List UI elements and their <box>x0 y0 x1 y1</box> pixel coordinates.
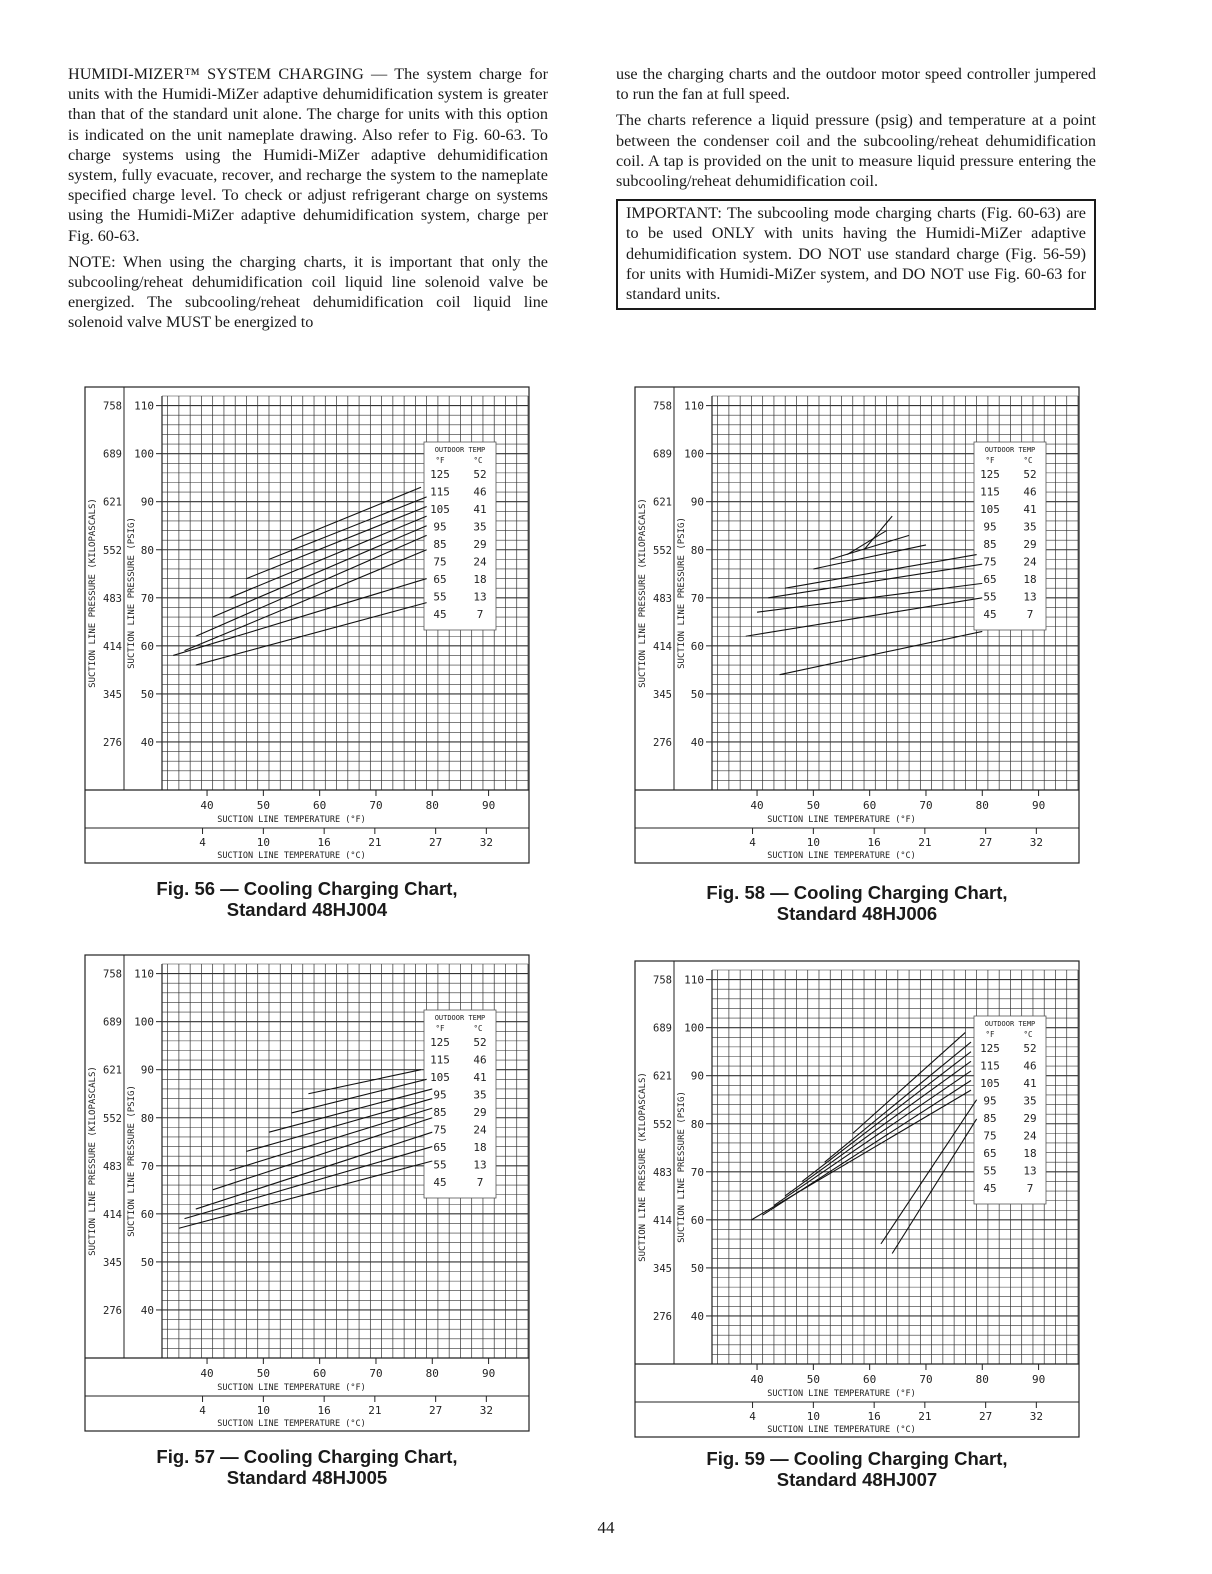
x-tick-label-c: 4 <box>749 1410 756 1423</box>
x-tick-label-c: 16 <box>867 836 881 849</box>
legend-entry-f: 125 <box>430 468 450 481</box>
series-line-95 <box>230 516 427 598</box>
legend-entry-c: 46 <box>473 485 487 499</box>
y-tick-label-psig: 60 <box>690 639 704 653</box>
y-tick-label-psig: 100 <box>134 447 154 461</box>
y-tick-label-psig: 80 <box>690 1117 704 1131</box>
y-tick-label-psig: 40 <box>690 1309 704 1323</box>
caption-fig-59 <box>634 1448 1080 1490</box>
legend-entry-f: 95 <box>433 1088 447 1102</box>
x-tick-label-c: 4 <box>749 836 756 849</box>
legend-entry-c: 29 <box>473 538 487 551</box>
important-notice-box <box>616 199 1096 310</box>
legend-entry-c: 35 <box>1023 520 1037 534</box>
legend-title: OUTDOOR TEMP <box>984 1020 1036 1028</box>
y-tick-label-kpa: 758 <box>103 400 122 413</box>
chart-series <box>173 487 426 665</box>
x-tick-label-f: 80 <box>425 1367 439 1380</box>
x-tick-label-f: 40 <box>750 1373 764 1386</box>
legend-entry-f: 75 <box>983 555 997 569</box>
x-tick-label-f: 40 <box>200 1367 214 1380</box>
x-tick-label-c: 27 <box>979 1410 993 1423</box>
legend-entry-f: 115 <box>980 1059 1000 1073</box>
caption-fig-58-line2: Standard 48HJ006 <box>776 903 938 924</box>
x-tick-label-c: 10 <box>806 1410 820 1423</box>
y-tick-label-psig: 80 <box>690 543 704 557</box>
legend-entry-c: 52 <box>473 468 487 481</box>
x-tick-label-c: 4 <box>199 836 206 849</box>
legend-unit-c: °C <box>1023 1030 1033 1039</box>
legend-entry-f: 75 <box>433 555 447 569</box>
legend-entry-c: 52 <box>1023 1042 1037 1055</box>
y-tick-label-psig: 100 <box>134 1015 154 1029</box>
x-tick-label-c: 21 <box>368 1404 382 1417</box>
legend-entry-f: 75 <box>983 1129 997 1143</box>
y-tick-label-kpa: 758 <box>653 400 672 413</box>
legend-entry-f: 45 <box>433 608 447 621</box>
x-tick-label-c: 10 <box>256 836 270 849</box>
y-axis-title-kpa: SUCTION LINE PRESSURE (KILOPASCALS) <box>638 498 648 688</box>
y-axis-title-psig: SUCTION LINE PRESSURE (PSIG) <box>127 517 137 669</box>
x-tick-label-c: 16 <box>317 836 331 849</box>
y-tick-label-psig: 70 <box>690 1165 704 1179</box>
legend-entry-f: 85 <box>433 1106 447 1119</box>
legend-entry-c: 35 <box>473 1088 487 1102</box>
legend-entry-c: 13 <box>473 1158 487 1172</box>
legend-entry-f: 45 <box>983 1182 997 1195</box>
page-number: 44 <box>597 1518 615 1537</box>
legend-entry-c: 41 <box>1023 503 1037 516</box>
y-axis-title-psig: SUCTION LINE PRESSURE (PSIG) <box>677 1091 687 1243</box>
chart-legend <box>424 442 496 630</box>
legend-entry-f: 75 <box>433 1123 447 1137</box>
important-notice-text: IMPORTANT: The subcooling mode charging charts (Fig. 60-63) are to be used ONLY with units having the Humidi-MiZer adaptive dehumidification system. DO NOT use standard charge (Fig. 56-59) for units with Humidi-MiZer system, and DO NOT use Fig. 60-63 for standard units. <box>626 204 1086 304</box>
legend-entry-c: 7 <box>476 1176 484 1189</box>
x-tick-label-f: 80 <box>425 799 439 812</box>
y-axis-title-kpa: SUCTION LINE PRESSURE (KILOPASCALS) <box>88 498 98 688</box>
legend-entry-c: 52 <box>473 1036 487 1049</box>
y-tick-label-kpa: 276 <box>103 736 122 749</box>
y-tick-label-kpa: 276 <box>653 1310 672 1323</box>
x-tick-label-f: 50 <box>256 799 270 812</box>
legend-entry-c: 18 <box>1023 573 1037 586</box>
legend-entry-f: 105 <box>980 1077 1000 1090</box>
y-tick-label-psig: 110 <box>134 967 154 981</box>
x-tick-label-c: 21 <box>918 1410 932 1423</box>
y-tick-label-kpa: 689 <box>653 1022 672 1035</box>
y-tick-label-kpa: 414 <box>653 1214 672 1227</box>
y-tick-label-kpa: 483 <box>653 592 672 605</box>
legend-entry-c: 7 <box>476 608 484 621</box>
legend-entry-f: 55 <box>433 590 447 604</box>
x-tick-label-c: 4 <box>199 1404 206 1417</box>
x-axis-title-f: SUCTION LINE TEMPERATURE (°F) <box>767 815 916 825</box>
legend-unit-f: °F <box>985 456 995 465</box>
legend-entry-f: 85 <box>983 538 997 551</box>
legend-entry-f: 55 <box>983 1164 997 1178</box>
humidimizer-paragraph: HUMIDI-MIZER™ SYSTEM CHARGING — The system charge for units with the Humidi-MiZer adaptive dehumidification system is greater than that of the standard unit alone. The charge for units with this option is indicated on the unit nameplate drawing. Also refer to Fig. 60-63. To charge systems using the Humidi-MiZer adaptive dehumidification system, fully evacuate, recover, and recharge the system to the nameplate specified charge level. To check or adjust refrigerant charge on systems using the Humidi-MiZer adaptive dehumidification system, charge per Fig. 60-63. <box>68 65 548 245</box>
y-tick-label-kpa: 689 <box>103 1016 122 1029</box>
y-tick-label-kpa: 483 <box>653 1166 672 1179</box>
x-tick-label-f: 90 <box>481 799 496 812</box>
y-axis-title-kpa: SUCTION LINE PRESSURE (KILOPASCALS) <box>638 1072 648 1262</box>
y-tick-label-psig: 50 <box>140 1255 154 1269</box>
y-tick-label-kpa: 689 <box>653 448 672 461</box>
legend-entry-f: 85 <box>433 538 447 551</box>
legend-title: OUTDOOR TEMP <box>434 446 486 454</box>
x-tick-label-c: 27 <box>979 836 993 849</box>
x-tick-label-f: 60 <box>313 1367 327 1380</box>
legend-entry-f: 125 <box>980 468 1000 481</box>
y-tick-label-kpa: 483 <box>103 1160 122 1173</box>
chart-fig-59 <box>634 960 1080 1438</box>
y-tick-label-kpa: 414 <box>653 640 672 653</box>
y-tick-label-kpa: 276 <box>103 1304 122 1317</box>
x-tick-label-f: 40 <box>200 799 214 812</box>
caption-fig-56 <box>84 878 530 920</box>
y-tick-label-kpa: 276 <box>653 736 672 749</box>
chart-fig-57 <box>84 954 530 1432</box>
legend-entry-f: 65 <box>983 1147 997 1160</box>
x-axis-title-c: SUCTION LINE TEMPERATURE (°C) <box>767 1425 916 1435</box>
y-tick-label-psig: 60 <box>690 1213 704 1227</box>
y-tick-label-kpa: 345 <box>103 688 122 701</box>
caption-fig-57-line1: Fig. 57 — Cooling Charging Chart, <box>156 1446 458 1467</box>
legend-entry-c: 35 <box>1023 1094 1037 1108</box>
legend-entry-c: 13 <box>1023 1164 1037 1178</box>
y-tick-label-kpa: 345 <box>653 688 672 701</box>
x-tick-label-c: 32 <box>1029 836 1043 849</box>
y-tick-label-psig: 90 <box>140 495 154 509</box>
y-tick-label-kpa: 621 <box>653 1070 672 1083</box>
y-tick-label-psig: 40 <box>690 735 704 749</box>
legend-entry-f: 115 <box>430 1053 450 1067</box>
y-tick-label-psig: 50 <box>690 687 704 701</box>
x-tick-label-c: 27 <box>429 836 443 849</box>
legend-entry-c: 29 <box>1023 538 1037 551</box>
x-tick-label-c: 32 <box>479 1404 493 1417</box>
chart-svg-fig-58 <box>634 386 1080 864</box>
series-line-105 <box>830 535 909 559</box>
legend-entry-f: 125 <box>980 1042 1000 1055</box>
y-axis-title-kpa: SUCTION LINE PRESSURE (KILOPASCALS) <box>88 1066 98 1256</box>
legend-entry-f: 65 <box>433 1141 447 1154</box>
legend-unit-f: °F <box>435 456 445 465</box>
legend-unit-f: °F <box>985 1030 995 1039</box>
y-tick-label-kpa: 483 <box>103 592 122 605</box>
legend-entry-c: 41 <box>473 503 487 516</box>
legend-entry-f: 115 <box>980 485 1000 499</box>
caption-fig-57-line2: Standard 48HJ005 <box>226 1467 388 1488</box>
x-tick-label-c: 32 <box>1029 1410 1043 1423</box>
chart-svg-fig-56 <box>84 386 530 864</box>
chart-fig-56 <box>84 386 530 864</box>
chart-svg-fig-57 <box>84 954 530 1432</box>
chart-legend <box>424 1010 496 1198</box>
legend-entry-f: 65 <box>433 573 447 586</box>
caption-fig-58-line1: Fig. 58 — Cooling Charging Chart, <box>706 882 1008 903</box>
legend-entry-f: 125 <box>430 1036 450 1049</box>
x-tick-label-f: 70 <box>369 1367 383 1380</box>
y-tick-label-kpa: 758 <box>103 968 122 981</box>
legend-entry-c: 46 <box>1023 1059 1037 1073</box>
x-tick-label-f: 70 <box>369 799 383 812</box>
y-tick-label-psig: 80 <box>140 1111 154 1125</box>
series-line-45 <box>892 1119 976 1254</box>
x-tick-label-f: 90 <box>1031 799 1046 812</box>
y-tick-label-kpa: 345 <box>103 1256 122 1269</box>
caption-fig-57 <box>84 1446 530 1488</box>
legend-entry-f: 55 <box>433 1158 447 1172</box>
series-line-55 <box>185 1147 433 1219</box>
y-tick-label-kpa: 621 <box>103 1064 122 1077</box>
x-tick-label-c: 32 <box>479 836 493 849</box>
y-tick-label-kpa: 552 <box>653 1118 672 1131</box>
left-text-column <box>68 64 548 339</box>
x-tick-label-f: 80 <box>975 799 989 812</box>
y-tick-label-psig: 100 <box>684 447 704 461</box>
legend-entry-f: 115 <box>430 485 450 499</box>
x-tick-label-f: 90 <box>481 1367 496 1380</box>
caption-fig-59-line2: Standard 48HJ007 <box>776 1469 938 1490</box>
legend-entry-f: 105 <box>980 503 1000 516</box>
legend-entry-f: 95 <box>433 520 447 534</box>
x-tick-label-f: 80 <box>975 1373 989 1386</box>
legend-entry-f: 105 <box>430 1071 450 1084</box>
x-axis-title-c: SUCTION LINE TEMPERATURE (°C) <box>767 851 916 861</box>
legend-entry-c: 18 <box>473 1141 487 1154</box>
x-tick-label-f: 40 <box>750 799 764 812</box>
x-tick-label-f: 60 <box>863 1373 877 1386</box>
y-tick-label-psig: 110 <box>134 399 154 413</box>
caption-fig-59-line1: Fig. 59 — Cooling Charging Chart, <box>706 1448 1008 1469</box>
y-tick-label-psig: 70 <box>690 591 704 605</box>
y-tick-label-psig: 40 <box>140 735 154 749</box>
x-axis-title-f: SUCTION LINE TEMPERATURE (°F) <box>217 1383 366 1393</box>
y-tick-label-kpa: 621 <box>653 496 672 509</box>
y-tick-label-psig: 110 <box>684 973 704 987</box>
x-tick-label-c: 16 <box>867 1410 881 1423</box>
legend-entry-c: 41 <box>473 1071 487 1084</box>
x-tick-label-f: 90 <box>1031 1373 1046 1386</box>
legend-entry-c: 52 <box>1023 468 1037 481</box>
y-tick-label-psig: 50 <box>140 687 154 701</box>
legend-entry-c: 41 <box>1023 1077 1037 1090</box>
x-axis-title-c: SUCTION LINE TEMPERATURE (°C) <box>217 1419 366 1429</box>
y-axis-title-psig: SUCTION LINE PRESSURE (PSIG) <box>677 517 687 669</box>
legend-unit-c: °C <box>1023 456 1033 465</box>
y-tick-label-psig: 90 <box>140 1063 154 1077</box>
y-tick-label-psig: 100 <box>684 1021 704 1035</box>
y-tick-label-psig: 50 <box>690 1261 704 1275</box>
legend-entry-c: 18 <box>1023 1147 1037 1160</box>
caption-fig-58 <box>634 882 1080 924</box>
legend-entry-f: 45 <box>433 1176 447 1189</box>
legend-entry-c: 46 <box>1023 485 1037 499</box>
legend-entry-f: 65 <box>983 573 997 586</box>
legend-entry-c: 24 <box>1023 1129 1037 1143</box>
series-line-85 <box>774 1071 971 1206</box>
legend-entry-f: 95 <box>983 1094 997 1108</box>
chart-legend <box>974 1016 1046 1204</box>
legend-entry-c: 46 <box>473 1053 487 1067</box>
x-axis-title-c: SUCTION LINE TEMPERATURE (°C) <box>217 851 366 861</box>
x-tick-label-f: 60 <box>313 799 327 812</box>
y-tick-label-kpa: 552 <box>653 544 672 557</box>
legend-entry-c: 7 <box>1026 1182 1034 1195</box>
y-tick-label-kpa: 345 <box>653 1262 672 1275</box>
legend-unit-c: °C <box>473 456 483 465</box>
y-tick-label-kpa: 552 <box>103 1112 122 1125</box>
y-tick-label-kpa: 689 <box>103 448 122 461</box>
legend-entry-c: 7 <box>1026 608 1034 621</box>
x-tick-label-c: 10 <box>256 1404 270 1417</box>
y-tick-label-psig: 90 <box>690 1069 704 1083</box>
legend-unit-c: °C <box>473 1024 483 1033</box>
legend-entry-c: 24 <box>473 1123 487 1137</box>
x-tick-label-c: 21 <box>918 836 932 849</box>
legend-title: OUTDOOR TEMP <box>984 446 1036 454</box>
legend-entry-c: 35 <box>473 520 487 534</box>
x-tick-label-f: 50 <box>256 1367 270 1380</box>
x-tick-label-c: 16 <box>317 1404 331 1417</box>
y-tick-label-kpa: 552 <box>103 544 122 557</box>
y-tick-label-kpa: 758 <box>653 974 672 987</box>
x-tick-label-c: 10 <box>806 836 820 849</box>
x-tick-label-f: 70 <box>919 1373 933 1386</box>
legend-entry-c: 13 <box>473 590 487 604</box>
charts-reference-paragraph: The charts reference a liquid pressure (psig) and temperature at a point between the condenser coil and the subcooling/reheat dehumidification coil. A tap is provided on the unit to measure liquid pressure entering the subcooling/reheat dehumidification coil. <box>616 111 1096 191</box>
legend-title: OUTDOOR TEMP <box>434 1014 486 1022</box>
y-tick-label-kpa: 414 <box>103 640 122 653</box>
legend-entry-c: 29 <box>473 1106 487 1119</box>
caption-fig-56-line2: Standard 48HJ004 <box>226 899 388 920</box>
chart-legend <box>974 442 1046 630</box>
legend-entry-c: 24 <box>473 555 487 569</box>
caption-fig-56-line1: Fig. 56 — Cooling Charging Chart, <box>156 878 458 899</box>
legend-entry-c: 13 <box>1023 590 1037 604</box>
legend-entry-f: 95 <box>983 520 997 534</box>
continuation-paragraph: use the charging charts and the outdoor motor speed controller jumpered to run the fan at full speed. <box>616 65 1096 104</box>
series-line-125 <box>292 487 422 540</box>
x-tick-label-c: 27 <box>429 1404 443 1417</box>
chart-svg-fig-59 <box>634 960 1080 1438</box>
x-tick-label-f: 50 <box>806 799 820 812</box>
x-tick-label-f: 70 <box>919 799 933 812</box>
y-tick-label-psig: 60 <box>140 1207 154 1221</box>
y-tick-label-kpa: 414 <box>103 1208 122 1221</box>
y-tick-label-psig: 90 <box>690 495 704 509</box>
legend-entry-c: 18 <box>473 573 487 586</box>
legend-entry-c: 24 <box>1023 555 1037 569</box>
x-tick-label-f: 50 <box>806 1373 820 1386</box>
y-tick-label-psig: 110 <box>684 399 704 413</box>
note-paragraph: NOTE: When using the charging charts, it is important that only the subcooling/reheat dehumidification coil liquid line solenoid valve be energized. The subcooling/reheat dehumidification coil liquid line solenoid valve MUST be energized to <box>68 252 548 332</box>
legend-entry-f: 105 <box>430 503 450 516</box>
x-tick-label-c: 21 <box>368 836 382 849</box>
legend-entry-f: 85 <box>983 1112 997 1125</box>
y-tick-label-psig: 70 <box>140 591 154 605</box>
y-tick-label-psig: 70 <box>140 1159 154 1173</box>
legend-unit-f: °F <box>435 1024 445 1033</box>
x-tick-label-f: 60 <box>863 799 877 812</box>
y-axis-title-psig: SUCTION LINE PRESSURE (PSIG) <box>127 1085 137 1237</box>
x-axis-title-f: SUCTION LINE TEMPERATURE (°F) <box>767 1389 916 1399</box>
legend-entry-f: 45 <box>983 608 997 621</box>
y-tick-label-psig: 60 <box>140 639 154 653</box>
y-tick-label-psig: 40 <box>140 1303 154 1317</box>
y-tick-label-psig: 80 <box>140 543 154 557</box>
series-line-75 <box>196 535 427 636</box>
legend-entry-c: 29 <box>1023 1112 1037 1125</box>
legend-entry-f: 55 <box>983 590 997 604</box>
chart-fig-58 <box>634 386 1080 864</box>
right-text-column <box>616 64 1096 310</box>
y-tick-label-kpa: 621 <box>103 496 122 509</box>
series-line-45 <box>780 631 983 674</box>
x-axis-title-f: SUCTION LINE TEMPERATURE (°F) <box>217 815 366 825</box>
